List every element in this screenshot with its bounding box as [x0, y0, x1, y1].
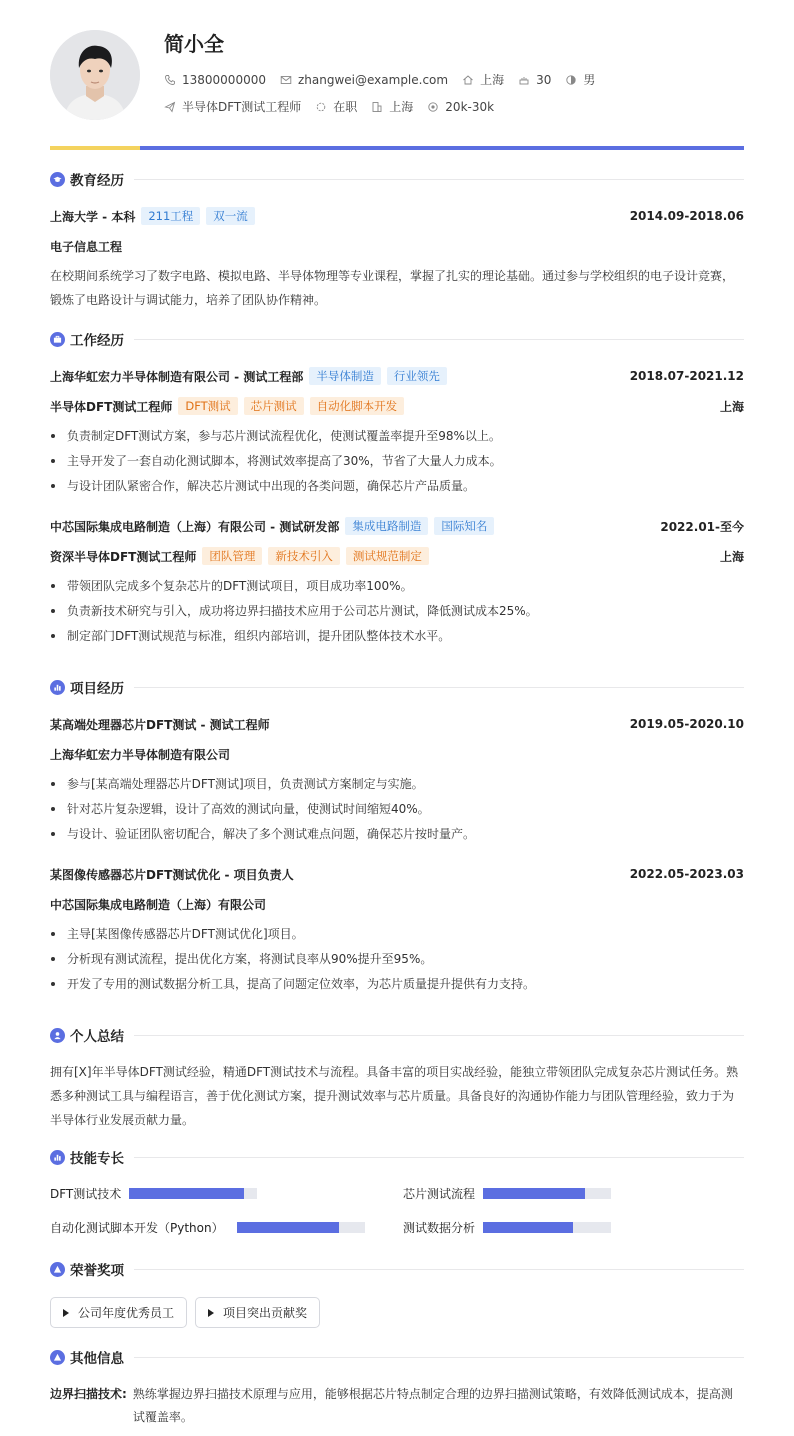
job-bullets: [50, 424, 744, 499]
medal-icon: [50, 1262, 65, 1277]
education-description: 在校期间系统学习了数字电路、模拟电路、半导体物理等专业课程，掌握了扎实的理论基础。通过参与学校组织的电子设计竞赛，锻炼了电路设计与调试能力，培养了团队协作精神。: [50, 269, 735, 307]
education-date: 2014.09-2018.06: [629, 209, 744, 223]
gender-text: 男: [583, 73, 596, 87]
email-item: [280, 73, 448, 87]
city-text: 上海: [480, 73, 505, 87]
section-title-text: 工作经历: [70, 333, 124, 349]
list-item: 负责制定DFT测试方案，参与芯片测试流程优化，使测试覆盖率提升至98%以上。: [50, 424, 744, 449]
education-school-row: [50, 206, 744, 226]
graduation-cap-icon: [50, 172, 65, 187]
section-divider: [134, 1035, 744, 1036]
section-divider: [134, 687, 744, 688]
project-company-row: [50, 894, 744, 914]
briefcase-icon: [50, 332, 65, 347]
job-bullets: [50, 574, 744, 649]
play-icon: [63, 1309, 69, 1317]
company-tag: 行业领先: [387, 367, 447, 385]
award-chip: [195, 1297, 320, 1328]
job-company-row: [50, 516, 744, 536]
school-tag: 双一流: [206, 207, 255, 225]
job-company-row: [50, 366, 744, 386]
status-icon: [315, 101, 327, 113]
company-name: 中芯国际集成电路制造（上海）有限公司 - 测试研发部: [50, 519, 340, 534]
skill-name: 芯片测试流程: [403, 1187, 476, 1201]
bar-chart-icon: [50, 1150, 65, 1165]
school-name: 上海大学 - 本科: [50, 209, 136, 224]
age-item: [518, 73, 551, 87]
skill-bar: [129, 1188, 257, 1199]
avatar: [50, 30, 140, 120]
project-bullets: [50, 772, 744, 847]
bar-chart-icon: [50, 680, 65, 695]
project-company: 中芯国际集成电路制造（上海）有限公司: [50, 897, 267, 912]
section-title-text: 个人总结: [70, 1029, 124, 1045]
email-text: zhangwei@example.com: [297, 72, 449, 87]
job-role: 半导体DFT测试工程师: [50, 399, 173, 414]
gender-icon: [565, 74, 577, 86]
other-label: 边界扫描技术:: [50, 1387, 127, 1401]
phone-icon: [164, 74, 176, 86]
phone-item: [164, 73, 266, 87]
city-item: [462, 71, 504, 88]
resume-header: [50, 30, 744, 120]
home-icon: [462, 74, 474, 86]
mail-icon: [280, 74, 292, 86]
section-divider: [134, 1157, 744, 1158]
project-company: 上海华虹宏力半导体制造有限公司: [50, 747, 231, 762]
contact-row: [164, 71, 609, 88]
skill-item: [403, 1185, 611, 1202]
skill-bar-fill: [483, 1222, 573, 1233]
section-title-text: 技能专长: [70, 1151, 124, 1167]
section-projects: [50, 677, 744, 697]
project-title-row: [50, 714, 744, 734]
award-name: 项目突出贡献奖: [223, 1306, 308, 1320]
skill-bar-fill: [483, 1188, 585, 1199]
project-name: 某图像传感器芯片DFT测试优化 - 项目负责人: [50, 867, 294, 882]
salary-item: [427, 100, 494, 114]
role-tag: 测试规范制定: [346, 547, 429, 565]
job-date: 2018.07-2021.12: [629, 369, 744, 383]
job-role-row: [50, 396, 744, 416]
skill-name: 自动化测试脚本开发（Python）: [50, 1221, 224, 1235]
company-tag: 集成电路制造: [345, 517, 428, 535]
list-item: 与设计团队紧密合作，解决芯片测试中出现的各类问题，确保芯片产品质量。: [50, 474, 744, 499]
major-name: 电子信息工程: [50, 239, 123, 254]
gender-item: [565, 71, 595, 88]
job-intent-row: [164, 98, 508, 115]
list-item: 针对芯片复杂逻辑，设计了高效的测试向量，使测试时间缩短40%。: [50, 797, 744, 822]
other-text: 熟练掌握边界扫描技术原理与应用，能够根据芯片特点制定合理的边界扫描测试策略，有效降低测试成本，提高测试覆盖率。: [132, 1387, 733, 1424]
job-location: 上海: [719, 549, 744, 564]
medal-icon: [50, 1350, 65, 1365]
work-city-text: 上海: [389, 100, 414, 114]
company-name: 上海华虹宏力半导体制造有限公司 - 测试工程部: [50, 369, 304, 384]
send-icon: [164, 101, 176, 113]
building-icon: [371, 101, 383, 113]
candidate-name: 简小全: [164, 32, 224, 56]
skill-bar: [483, 1222, 611, 1233]
status-text: 在职: [333, 100, 358, 114]
company-tag: 半导体制造: [309, 367, 381, 385]
section-title-text: 项目经历: [70, 681, 124, 697]
summary-text: 拥有[X]年半导体DFT测试经验，精通DFT测试技术与流程。具备丰富的项目实战经验，能独立带领团队完成复杂芯片测试任务。熟悉多种测试工具与编程语言，善于优化测试方案，提升测试效率与芯片质量。具备良好的沟通协作能力与团队管理经验，致力于为半导体行业发展贡献力量。: [50, 1065, 739, 1127]
list-item: 制定部门DFT测试规范与标准，组织内部培训，提升团队整体技术水平。: [50, 624, 744, 649]
coin-icon: [427, 101, 439, 113]
work-city-item: [371, 98, 413, 115]
role-tag: 团队管理: [202, 547, 262, 565]
position-text: 半导体DFT测试工程师: [182, 100, 302, 114]
list-item: 开发了专用的测试数据分析工具，提高了问题定位效率，为芯片质量提升提供有力支持。: [50, 972, 744, 997]
job-role: 资深半导体DFT测试工程师: [50, 549, 197, 564]
section-other: [50, 1347, 744, 1367]
role-tag: DFT测试: [178, 397, 237, 415]
project-date: 2019.05-2020.10: [629, 717, 744, 731]
play-icon: [208, 1309, 214, 1317]
job-date: 2022.01-至今: [660, 519, 744, 534]
list-item: 带领团队完成多个复杂芯片的DFT测试项目，项目成功率100%。: [50, 574, 744, 599]
section-title-text: 荣誉奖项: [70, 1263, 124, 1279]
header-divider: [50, 146, 744, 150]
list-item: 分析现有测试流程，提出优化方案，将测试良率从90%提升至95%。: [50, 947, 744, 972]
skill-bar-fill: [129, 1188, 244, 1199]
user-icon: [50, 1028, 65, 1043]
role-tag: 自动化脚本开发: [310, 397, 405, 415]
list-item: 主导[某图像传感器芯片DFT测试优化]项目。: [50, 922, 744, 947]
list-item: 参与[某高端处理器芯片DFT测试]项目，负责测试方案制定与实施。: [50, 772, 744, 797]
section-title-text: 其他信息: [70, 1351, 124, 1367]
section-divider: [134, 339, 744, 340]
list-item: 主导开发了一套自动化测试脚本，将测试效率提高了30%，节省了大量人力成本。: [50, 449, 744, 474]
skill-item: [403, 1219, 611, 1236]
status-item: [315, 98, 357, 115]
skill-name: DFT测试技术: [50, 1187, 122, 1201]
skill-bar: [483, 1188, 611, 1199]
section-skills: [50, 1147, 744, 1167]
skill-bar: [237, 1222, 365, 1233]
salary-text: 20k-30k: [445, 99, 495, 114]
education-major-row: [50, 236, 744, 256]
section-divider: [134, 179, 744, 180]
award-chip: [50, 1297, 187, 1328]
project-company-row: [50, 744, 744, 764]
section-summary: [50, 1025, 744, 1045]
position-item: [164, 98, 301, 115]
other-info: [50, 1383, 744, 1429]
job-location: 上海: [719, 399, 744, 414]
company-tag: 国际知名: [434, 517, 494, 535]
skill-item: [50, 1219, 365, 1236]
phone-text: 13800000000: [182, 72, 266, 87]
project-name: 某高端处理器芯片DFT测试 - 测试工程师: [50, 717, 270, 732]
list-item: 负责新技术研究与引入，成功将边界扫描技术应用于公司芯片测试，降低测试成本25%。: [50, 599, 744, 624]
skill-bar-fill: [237, 1222, 339, 1233]
skill-name: 测试数据分析: [403, 1221, 476, 1235]
project-title-row: [50, 864, 744, 884]
skill-item: [50, 1185, 257, 1202]
job-role-row: [50, 546, 744, 566]
project-date: 2022.05-2023.03: [629, 867, 744, 881]
school-tag: 211工程: [141, 207, 200, 225]
project-bullets: [50, 922, 744, 997]
list-item: 与设计、验证团队密切配合，解决了多个测试难点问题，确保芯片按时量产。: [50, 822, 744, 847]
section-title-text: 教育经历: [70, 173, 124, 189]
section-divider: [134, 1269, 744, 1270]
section-awards: [50, 1259, 744, 1279]
role-tag: 新技术引入: [268, 547, 340, 565]
age-text: 30: [536, 72, 552, 87]
award-name: 公司年度优秀员工: [78, 1306, 175, 1320]
section-work: [50, 329, 744, 349]
cake-icon: [518, 74, 530, 86]
avatar-portrait-icon: [50, 30, 140, 120]
section-education: [50, 169, 744, 189]
role-tag: 芯片测试: [244, 397, 304, 415]
section-divider: [134, 1357, 744, 1358]
